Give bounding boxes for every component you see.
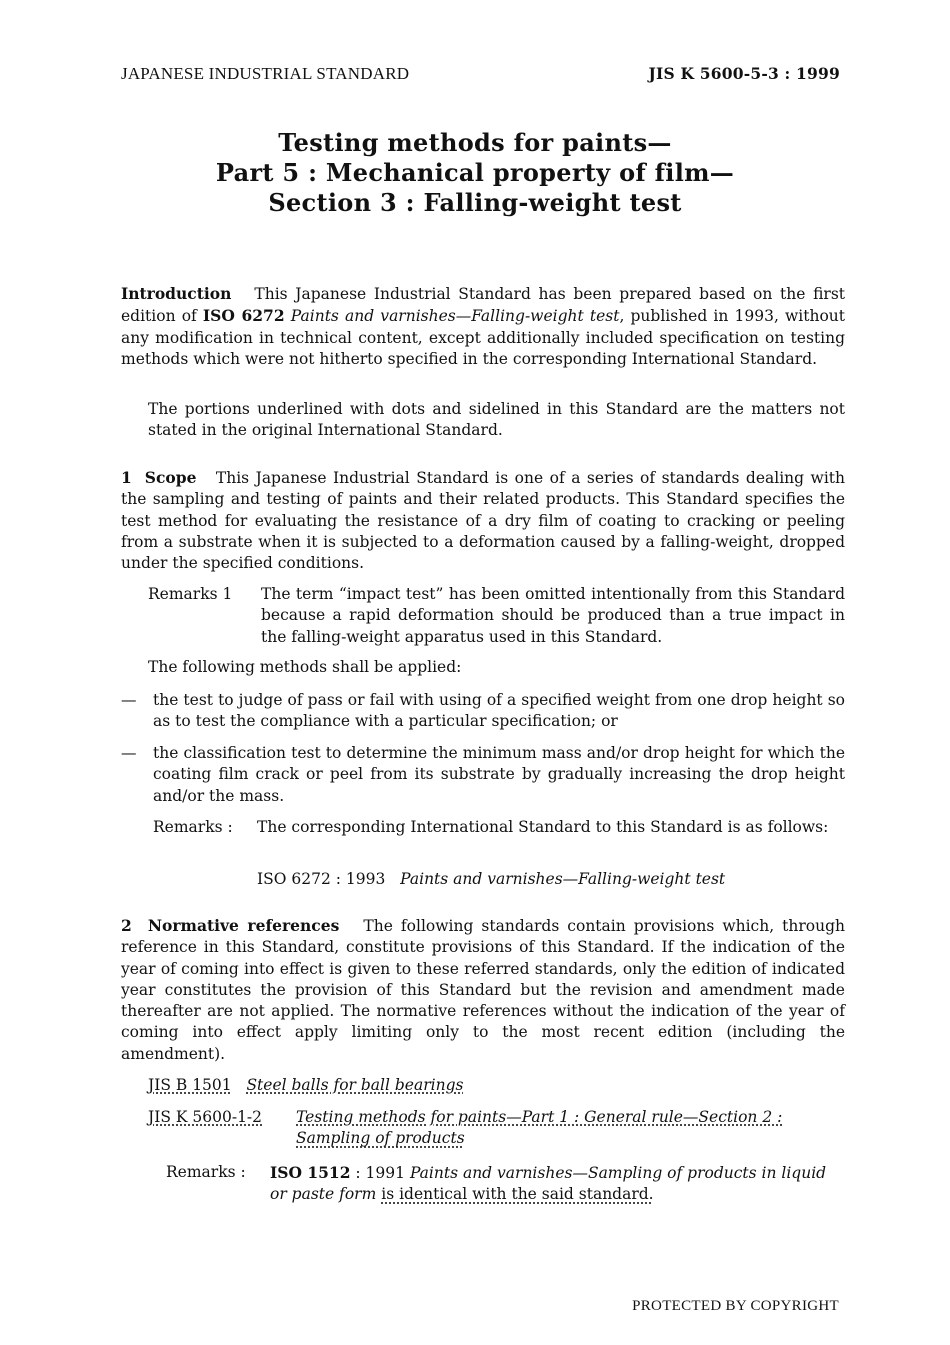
introduction-iso-title: Paints and varnishes—Falling-weight test <box>290 307 620 326</box>
normative-remark <box>166 1162 845 1206</box>
ref2-title <box>296 1107 845 1150</box>
header-standard-number: JIS K 5600-5-3 : 1999 <box>648 64 840 83</box>
scope-remark-2 <box>153 817 845 861</box>
methods-intro: The following methods shall be applied: <box>148 658 462 676</box>
remark-2-ref-code: ISO 6272 : 1993 <box>257 870 386 888</box>
method-item-2: the classification test to determine the minimum mass and/or drop height for which the coating film crack or peel from its substrate by gradually increasing the drop height and/or the mass. <box>153 744 845 805</box>
normative-remark-tail: is identical with the said standard. <box>381 1185 654 1204</box>
list-dash-2: — <box>121 744 137 762</box>
introduction-text-b: , published in 1993, without any modification in technical content, except additionally included specification on testing methods which were not hitherto specified in the corresponding International Standard. <box>121 307 846 368</box>
normative-references-paragraph <box>121 915 845 1065</box>
copyright-footer: PROTECTED BY COPYRIGHT <box>632 1298 839 1314</box>
normative-remark-iso: ISO 1512 <box>270 1163 351 1182</box>
reference-jis-b-1501 <box>148 1075 845 1096</box>
scope-number: 1 <box>121 468 132 487</box>
ref2-title-line-1: Testing methods for paints—Part 1 : General rule—Section 2 : <box>296 1108 783 1126</box>
page-title <box>0 128 950 218</box>
scope-text: This Japanese Industrial Standard is one of a series of standards dealing with the sampling and testing of paints and their related products. This Standard specifies the test method for evaluating the resistance of a dry film of coating to cracking or peeling from a substrate when it is subjected to a deformation caused by a falling-weight, dropped under the specified conditions. <box>121 469 845 573</box>
scope-heading: Scope <box>144 468 197 487</box>
normative-text: The following standards contain provisions which, through reference in this Standard, constitute provisions of this Standard. If the indication of the year of coming into effect is given to these referred standards, only the edition of indicated year constitutes the provision of this Standard but the revision and amendment made thereafter are not applied. The normative references without the indication of the year of coming into effect apply limiting only to the most recent edition (including the amendment). <box>121 917 846 1063</box>
header-standard-name: JAPANESE INDUSTRIAL STANDARD <box>121 64 410 83</box>
normative-remark-title: Paints and varnishes—Sampling of products in liquid or paste form <box>270 1164 827 1204</box>
ref2-code: JIS K 5600-1-2 <box>148 1108 263 1126</box>
introduction-paragraph-2: The portions underlined with dots and sidelined in this Standard are the matters not stated in the original International Standard. <box>148 400 845 440</box>
method-item-1: the test to judge of pass or fail with using of a specified weight from one drop height so as to test the compliance with a particular specification; or <box>153 691 845 731</box>
reference-jis-k-5600-1-2 <box>148 1107 845 1151</box>
introduction-iso-ref: ISO 6272 <box>202 306 285 326</box>
scope-remark-1 <box>148 584 845 650</box>
normative-number: 2 <box>121 916 132 935</box>
normative-remark-year: : 1991 <box>350 1164 410 1182</box>
remark-2-text: The corresponding International Standard to this Standard is as follows: <box>257 818 829 836</box>
scope-paragraph <box>121 467 845 574</box>
ref1-title: Steel balls for ball bearings <box>246 1076 464 1094</box>
remark-2-ref-title: Paints and varnishes—Falling-weight test <box>400 870 726 888</box>
ref2-title-line-2: Sampling of products <box>296 1129 465 1148</box>
remark-2-label: Remarks : <box>153 818 233 836</box>
title-line-2: Part 5 : Mechanical property of film— <box>215 158 735 187</box>
ref1-code: JIS B 1501 <box>148 1076 232 1094</box>
remark-2-reference <box>257 869 845 890</box>
normative-heading: Normative references <box>147 916 340 935</box>
remark-1-label: Remarks 1 <box>148 585 233 603</box>
normative-remark-label: Remarks : <box>166 1163 246 1181</box>
introduction-paragraph <box>121 283 845 370</box>
title-line-1: Testing methods for paints— <box>278 128 672 157</box>
introduction-heading: Introduction <box>121 284 232 303</box>
introduction-text-a: This Japanese Industrial Standard has been prepared based on the first edition of <box>121 285 846 326</box>
remark-1-text: The term “impact test” has been omitted intentionally from this Standard because a rapid deformation should be produced than a true impact in the falling-weight apparatus used in this Standard. <box>261 585 845 646</box>
title-line-3: Section 3 : Falling-weight test <box>268 188 682 217</box>
normative-remark-text <box>270 1162 845 1206</box>
list-dash-1: — <box>121 691 137 709</box>
